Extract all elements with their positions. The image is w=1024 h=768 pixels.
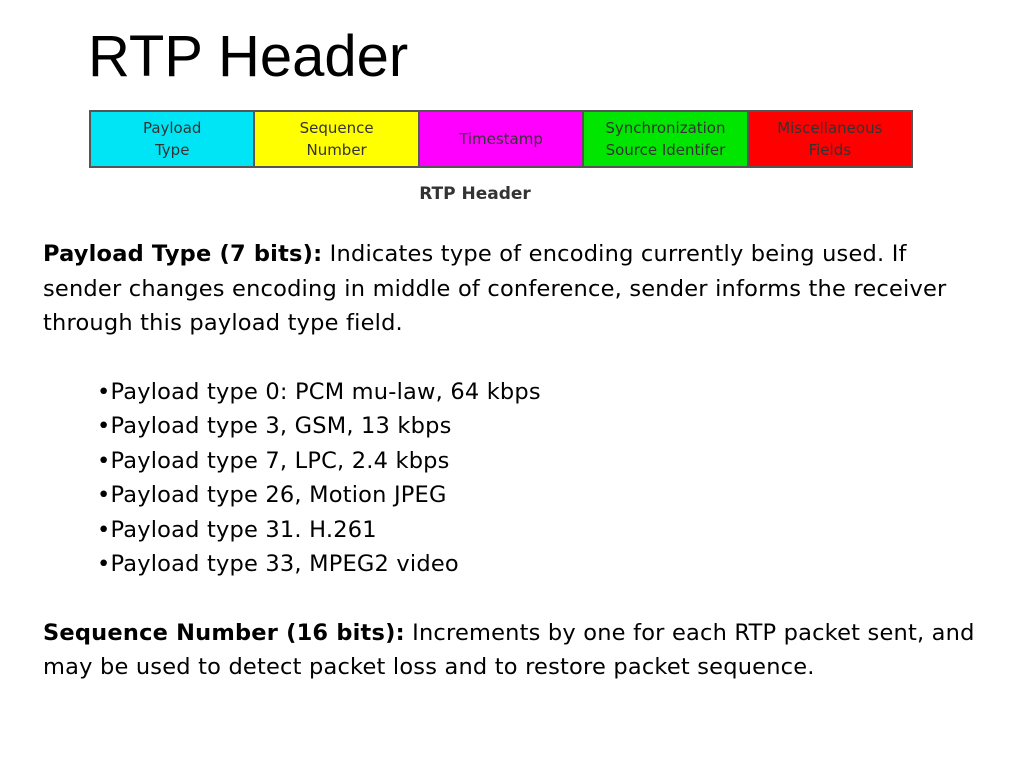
rtp-header-diagram bbox=[89, 110, 913, 168]
field-label-timestamp: Timestamp bbox=[459, 130, 543, 148]
field-label-ssrc: Synchronization Source Identifer bbox=[605, 119, 726, 159]
field-sequence-number bbox=[255, 112, 419, 166]
field-payload-type bbox=[91, 112, 255, 166]
list-item: •Payload type 3, GSM, 13 kbps bbox=[97, 413, 452, 439]
diagram-caption: RTP Header bbox=[419, 184, 531, 204]
sequence-number-paragraph bbox=[43, 616, 983, 685]
sequence-number-term: Sequence Number (16 bits): bbox=[43, 619, 405, 646]
list-item: •Payload type 7, LPC, 2.4 kbps bbox=[97, 447, 450, 474]
payload-types-list bbox=[97, 375, 983, 582]
payload-type-description: Indicates type of encoding currently being used. If sender changes encoding in middle of conference, sender informs the receiver through this payload type field. bbox=[43, 241, 947, 336]
sequence-number-description: Increments by one for each RTP packet sent, and may be used to detect packet loss and to restore packet sequence. bbox=[43, 619, 975, 680]
field-label-payload-type: Payload Type bbox=[142, 119, 202, 159]
payload-type-term: Payload Type (7 bits): bbox=[43, 241, 323, 267]
payload-type-paragraph bbox=[43, 237, 983, 341]
list-item: •Payload type 33, MPEG2 video bbox=[97, 551, 459, 577]
field-label-sequence-number: Sequence Number bbox=[299, 119, 374, 159]
field-miscellaneous bbox=[749, 112, 911, 166]
field-label-miscellaneous: Miscellaneous Fields bbox=[777, 119, 883, 159]
field-ssrc bbox=[584, 112, 748, 166]
list-item: •Payload type 0: PCM mu-law, 64 kbps bbox=[97, 378, 541, 405]
slide-body bbox=[43, 237, 983, 685]
list-item: •Payload type 31. H.261 bbox=[97, 516, 377, 543]
list-item: •Payload type 26, Motion JPEG bbox=[97, 482, 447, 508]
slide-title: RTP Header bbox=[88, 24, 409, 89]
field-timestamp bbox=[420, 112, 584, 166]
